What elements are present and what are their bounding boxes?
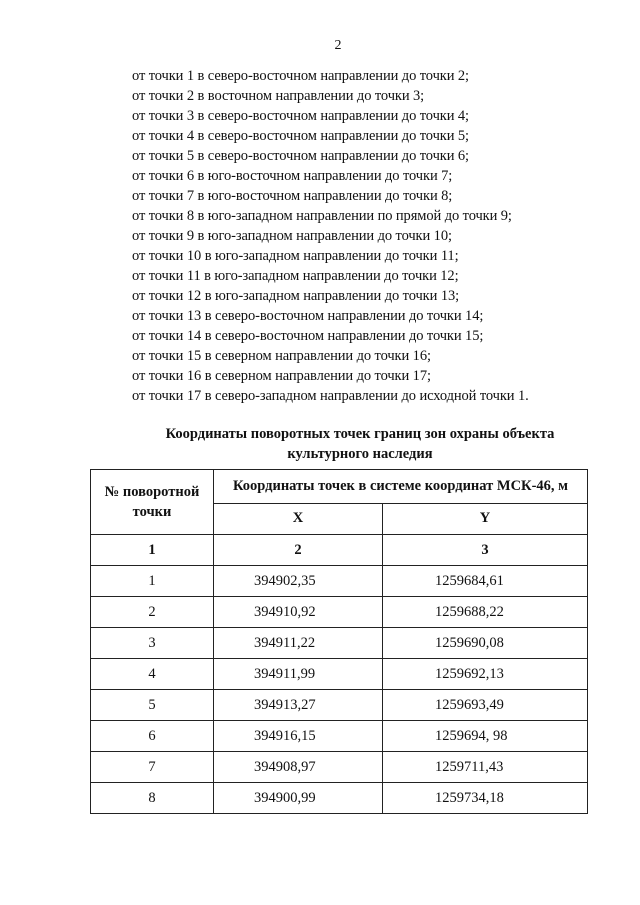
table-row	[91, 752, 588, 783]
coordinates-table	[90, 469, 588, 814]
header-point-line1: № поворотной	[104, 484, 200, 500]
column-index-row	[91, 535, 588, 566]
y-coordinate-cell: 1259694, 98	[383, 721, 588, 752]
route-line: от точки 13 в северо-восточном направлении до точки 14;	[132, 308, 484, 324]
x-coordinate-cell: 394911,99	[214, 659, 383, 690]
y-coordinate-cell: 1259688,22	[383, 597, 588, 628]
route-line: от точки 8 в юго-западном направлении по прямой до точки 9;	[132, 208, 512, 224]
route-line: от точки 15 в северном направлении до точки 16;	[132, 348, 431, 364]
route-line: от точки 2 в восточном направлении до точки 3;	[132, 88, 425, 104]
x-coordinate-cell: 394910,92	[214, 597, 383, 628]
point-number-cell: 6	[91, 721, 214, 752]
point-number-cell: 7	[91, 752, 214, 783]
table-row	[91, 659, 588, 690]
column-index-cell: 3	[383, 535, 588, 566]
route-line: от точки 14 в северо-восточном направлении до точки 15;	[132, 328, 484, 344]
table-row	[91, 597, 588, 628]
route-line: от точки 10 в юго-западном направлении до точки 11;	[132, 248, 459, 264]
y-coordinate-cell: 1259734,18	[383, 783, 588, 814]
table-heading	[120, 424, 600, 464]
route-line: от точки 9 в юго-западном направлении до точки 10;	[132, 228, 452, 244]
route-line: от точки 3 в северо-восточном направлении до точки 4;	[132, 108, 469, 124]
route-description-list	[132, 66, 529, 406]
table-row	[91, 690, 588, 721]
x-coordinate-cell: 394908,97	[214, 752, 383, 783]
route-line: от точки 17 в северо-западном направлении до исходной точки 1.	[132, 388, 529, 404]
point-number-cell: 8	[91, 783, 214, 814]
route-line: от точки 6 в юго-восточном направлении до точки 7;	[132, 168, 453, 184]
point-number-cell: 1	[91, 566, 214, 597]
y-coordinate-cell: 1259684,61	[383, 566, 588, 597]
route-line: от точки 12 в юго-западном направлении до точки 13;	[132, 288, 460, 304]
page-number: 2	[334, 38, 342, 53]
point-number-cell: 2	[91, 597, 214, 628]
x-coordinate-cell: 394900,99	[214, 783, 383, 814]
table-row	[91, 566, 588, 597]
route-line: от точки 5 в северо-восточном направлении до точки 6;	[132, 148, 469, 164]
route-line: от точки 7 в юго-восточном направлении до точки 8;	[132, 188, 453, 204]
header-point-line2: точки	[132, 504, 172, 520]
x-coordinate-cell: 394913,27	[214, 690, 383, 721]
header-point-number	[91, 470, 214, 535]
table-row	[91, 721, 588, 752]
route-line: от точки 1 в северо-восточном направлении до точки 2;	[132, 68, 469, 84]
header-y: Y	[383, 503, 588, 534]
point-number-cell: 4	[91, 659, 214, 690]
y-coordinate-cell: 1259692,13	[383, 659, 588, 690]
point-number-cell: 5	[91, 690, 214, 721]
route-line: от точки 16 в северном направлении до точки 17;	[132, 368, 431, 384]
table-heading-line2: культурного наследия	[287, 446, 433, 462]
column-index-cell: 1	[91, 535, 214, 566]
x-coordinate-cell: 394911,22	[214, 628, 383, 659]
point-number-cell: 3	[91, 628, 214, 659]
y-coordinate-cell: 1259693,49	[383, 690, 588, 721]
table-row	[91, 628, 588, 659]
table-row	[91, 783, 588, 814]
route-line: от точки 4 в северо-восточном направлении до точки 5;	[132, 128, 469, 144]
header-x: X	[214, 503, 383, 534]
y-coordinate-cell: 1259711,43	[383, 752, 588, 783]
column-index-cell: 2	[214, 535, 383, 566]
y-coordinate-cell: 1259690,08	[383, 628, 588, 659]
x-coordinate-cell: 394916,15	[214, 721, 383, 752]
route-line: от точки 11 в юго-западном направлении до точки 12;	[132, 268, 459, 284]
x-coordinate-cell: 394902,35	[214, 566, 383, 597]
table-heading-line1: Координаты поворотных точек границ зон охраны объекта	[165, 426, 555, 442]
header-coordinates: Координаты точек в системе координат МСК-46, м	[214, 470, 588, 504]
